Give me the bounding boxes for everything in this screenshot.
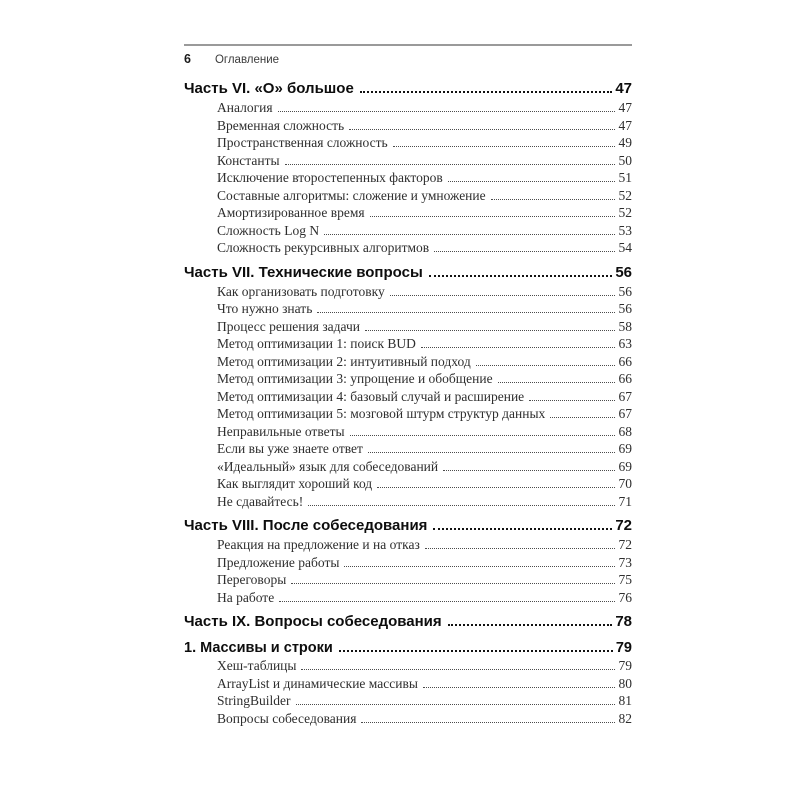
toc-row — [184, 353, 632, 371]
dotted-leader — [285, 164, 615, 165]
dotted-leader — [370, 216, 615, 217]
toc-row — [184, 335, 632, 353]
toc-entry-page: 80 — [618, 675, 632, 691]
dotted-leader — [360, 91, 613, 93]
dotted-leader — [429, 275, 613, 277]
toc-entry-title: Как организовать подготовку — [217, 283, 385, 299]
toc-entry-page: 79 — [615, 640, 632, 656]
toc-entry-title: Предложение работы — [217, 554, 340, 570]
toc-row — [184, 169, 632, 187]
running-head-title: Оглавление — [214, 54, 280, 66]
toc-entry-page: 67 — [618, 388, 632, 404]
toc-row — [184, 99, 632, 117]
toc-row — [184, 554, 632, 572]
dotted-leader — [443, 470, 614, 471]
toc-entry-page: 56 — [618, 301, 632, 316]
toc-entry-page: 76 — [618, 589, 632, 605]
toc-row — [184, 318, 632, 336]
dotted-leader — [434, 251, 614, 252]
toc-entry-title: Сложность рекурсивных алгоритмов — [217, 240, 430, 255]
dotted-leader — [344, 566, 614, 567]
dotted-leader — [301, 669, 614, 670]
dotted-leader — [550, 417, 614, 418]
toc-row — [184, 657, 632, 675]
toc-entry-title: Процесс решения задачи — [217, 318, 360, 334]
toc-entry-page: 54 — [618, 240, 632, 255]
toc-entry-page: 50 — [618, 152, 632, 168]
toc-entry-title: Пространственная сложность — [217, 135, 388, 150]
dotted-leader — [339, 650, 613, 652]
header-rule — [184, 44, 632, 46]
toc-entry-page: 47 — [618, 117, 632, 133]
toc-entry-page: 79 — [618, 658, 632, 673]
toc-entry-page: 67 — [618, 406, 632, 421]
toc-row — [184, 571, 632, 589]
toc-entry-page: 78 — [615, 613, 632, 630]
toc-row — [184, 692, 632, 710]
toc-entry-title: ArrayList и динамические массивы — [217, 675, 418, 691]
toc-part-row — [184, 79, 632, 99]
toc-row — [184, 204, 632, 222]
toc-entry-page: 72 — [618, 537, 632, 552]
toc-row — [184, 589, 632, 607]
toc-entry-page: 49 — [618, 135, 632, 150]
toc-entry-page: 68 — [618, 423, 632, 439]
toc-entry-title: Реакция на предложение и на отказ — [217, 537, 420, 552]
toc-entry-page: 66 — [618, 371, 632, 386]
dotted-leader — [498, 382, 615, 383]
dotted-leader — [350, 435, 615, 436]
toc-entry-page: 70 — [618, 476, 632, 491]
toc-entry-title: Аналогия — [217, 100, 273, 115]
dotted-leader — [317, 312, 614, 313]
toc-entry-page: 82 — [618, 710, 632, 726]
dotted-leader — [421, 347, 615, 348]
toc-entry-page: 69 — [618, 441, 632, 456]
dotted-leader — [390, 295, 615, 296]
dotted-leader — [377, 487, 614, 488]
dotted-leader — [368, 452, 615, 453]
dotted-leader — [491, 199, 615, 200]
toc-entry-page: 75 — [618, 572, 632, 587]
dotted-leader — [361, 722, 614, 723]
toc-entry-title: Часть VI. «О» большое — [184, 80, 354, 97]
toc-row — [184, 710, 632, 728]
toc-entry-title: Часть VIII. После собеседования — [184, 517, 428, 534]
toc-entry-title: «Идеальный» язык для собеседований — [217, 458, 439, 474]
toc-entry-title: Если вы уже знаете ответ — [217, 441, 363, 456]
page-number: 6 — [184, 52, 191, 66]
toc-entry-page: 51 — [618, 170, 632, 185]
toc-entry-page: 56 — [618, 283, 632, 299]
toc-row — [184, 388, 632, 406]
toc-chapter-row — [184, 639, 632, 657]
dotted-leader — [291, 583, 614, 584]
toc-entry-page: 47 — [615, 80, 632, 97]
toc-entry-title: Метод оптимизации 1: поиск BUD — [217, 336, 416, 351]
table-of-contents — [184, 73, 632, 727]
toc-entry-title: Метод оптимизации 2: интуитивный подход — [217, 353, 471, 369]
dotted-leader — [423, 687, 615, 688]
toc-entry-title: Метод оптимизации 5: мозговой штурм структур данных — [217, 406, 546, 421]
dotted-leader — [324, 234, 614, 235]
dotted-leader — [308, 505, 614, 506]
toc-entry-title: Не сдавайтесь! — [217, 493, 304, 509]
toc-entry-title: Как выглядит хороший код — [217, 476, 373, 491]
toc-entry-title: Хеш-таблицы — [217, 658, 297, 673]
toc-row — [184, 458, 632, 476]
toc-row — [184, 405, 632, 423]
toc-entry-page: 47 — [618, 100, 632, 115]
toc-row — [184, 675, 632, 693]
toc-part-row — [184, 612, 632, 632]
toc-row — [184, 536, 632, 554]
dotted-leader — [425, 548, 615, 549]
dotted-leader — [393, 146, 615, 147]
toc-entry-page: 71 — [618, 493, 632, 509]
toc-entry-page: 63 — [618, 336, 632, 351]
toc-entry-title: Переговоры — [217, 572, 287, 587]
toc-row — [184, 239, 632, 257]
toc-row — [184, 222, 632, 240]
toc-row — [184, 152, 632, 170]
dotted-leader — [349, 129, 614, 130]
toc-row — [184, 475, 632, 493]
toc-entry-title: Вопросы собеседования — [217, 710, 357, 726]
toc-entry-page: 56 — [615, 263, 632, 281]
dotted-leader — [433, 528, 612, 530]
toc-row — [184, 283, 632, 301]
toc-entry-title: Часть IX. Вопросы собеседования — [184, 613, 442, 630]
toc-entry-title: Неправильные ответы — [217, 423, 345, 439]
toc-entry-page: 52 — [618, 205, 632, 220]
toc-part-row — [184, 516, 632, 536]
toc-part-row — [184, 263, 632, 283]
toc-entry-title: 1. Массивы и строки — [184, 640, 333, 656]
toc-entry-title: Составные алгоритмы: сложение и умножение — [217, 187, 486, 203]
toc-entry-page: 69 — [618, 458, 632, 474]
toc-entry-page: 72 — [615, 517, 632, 534]
page-header — [184, 52, 632, 66]
toc-entry-title: Исключение второстепенных факторов — [217, 170, 443, 185]
toc-entry-title: Временная сложность — [217, 117, 345, 133]
dotted-leader — [448, 624, 613, 626]
toc-entry-page: 66 — [618, 353, 632, 369]
toc-entry-page: 53 — [618, 222, 632, 238]
toc-entry-title: Сложность Log N — [217, 222, 320, 238]
toc-entry-page: 52 — [618, 187, 632, 203]
dotted-leader — [365, 330, 615, 331]
toc-row — [184, 370, 632, 388]
toc-row — [184, 134, 632, 152]
toc-entry-page: 81 — [618, 693, 632, 708]
toc-entry-title: Метод оптимизации 3: упрощение и обобщение — [217, 371, 493, 386]
dotted-leader — [529, 400, 614, 401]
toc-entry-title: На работе — [217, 589, 275, 605]
toc-row — [184, 300, 632, 318]
dotted-leader — [279, 601, 614, 602]
toc-entry-title: Что нужно знать — [217, 301, 313, 316]
toc-entry-title: StringBuilder — [217, 693, 291, 708]
dotted-leader — [278, 111, 615, 112]
dotted-leader — [476, 365, 615, 366]
toc-entry-title: Часть VII. Технические вопросы — [184, 263, 423, 281]
toc-entry-title: Метод оптимизации 4: базовый случай и расширение — [217, 388, 525, 404]
toc-row — [184, 440, 632, 458]
toc-entry-page: 73 — [618, 554, 632, 570]
toc-entry-page: 58 — [618, 318, 632, 334]
dotted-leader — [448, 181, 615, 182]
toc-row — [184, 493, 632, 511]
toc-row — [184, 117, 632, 135]
dotted-leader — [296, 704, 615, 705]
toc-entry-title: Амортизированное время — [217, 205, 365, 220]
toc-row — [184, 187, 632, 205]
toc-row — [184, 423, 632, 441]
toc-entry-title: Константы — [217, 152, 280, 168]
